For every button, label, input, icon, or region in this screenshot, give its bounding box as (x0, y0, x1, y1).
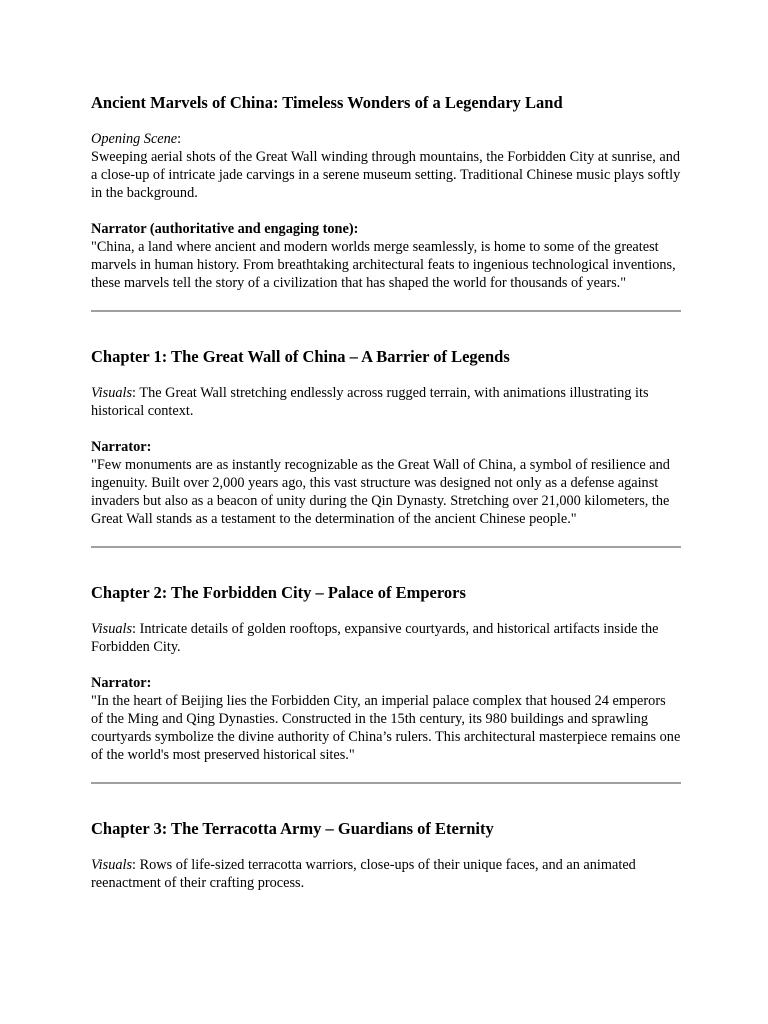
chapter-1-narrator-label: Narrator: (91, 439, 152, 455)
chapter-1-section (91, 346, 681, 528)
chapter-2-section (91, 582, 681, 764)
chapter-2-visuals-label: Visuals (91, 621, 133, 637)
section-divider (91, 310, 681, 312)
chapter-3-visuals-label: Visuals (91, 857, 133, 873)
document-title: Ancient Marvels of China: Timeless Wonders of a Legendary Land (91, 93, 563, 112)
chapter-3-visuals (91, 856, 681, 892)
chapter-1-narrator-text: "Few monuments are as instantly recognizable as the Great Wall of China, a symbol of resilience and ingenuity. Built over 2,000 years ago, this vast structure was designed not only as a defense against invaders but also as a beacon of unity during the Qin Dynasty. Stretching over 21,000 kilometers, the Great Wall stands as a testament to the determination of the ancient Chinese people." (91, 457, 670, 527)
chapter-2-narrator-text: "In the heart of Beijing lies the Forbidden City, an imperial palace complex that housed 24 emperors of the Ming and Qing Dynasties. Constructed in the 15th century, its 980 buildings and sprawling courtyards symbolize the divine authority of China’s rulers. This architectural masterpiece remains one of the world's most preserved historical sites." (91, 693, 681, 763)
document-page (91, 92, 681, 892)
opening-narrator-label: Narrator (authoritative and engaging tone): (91, 221, 359, 237)
chapter-1-visuals-label: Visuals (91, 385, 133, 401)
chapter-2-visuals (91, 620, 681, 656)
chapter-1-visuals-text: : The Great Wall stretching endlessly across rugged terrain, with animations illustrating its historical context. (91, 385, 649, 419)
chapter-2-visuals-text: : Intricate details of golden rooftops, expansive courtyards, and historical artifacts inside the Forbidden City. (91, 621, 659, 655)
opening-scene-label: Opening Scene (91, 131, 178, 147)
chapter-3-section (91, 818, 681, 892)
opening-scene-label-line (91, 130, 681, 148)
section-divider (91, 782, 681, 784)
section-divider (91, 546, 681, 548)
chapter-3-heading: Chapter 3: The Terracotta Army – Guardians of Eternity (91, 819, 494, 838)
chapter-2-heading: Chapter 2: The Forbidden City – Palace of Emperors (91, 583, 466, 602)
opening-narrator-text: "China, a land where ancient and modern worlds merge seamlessly, is home to some of the greatest marvels in human history. From breathtaking architectural feats to ingenious technological inventions, these marvels tell the story of a civilization that has shaped the world for thousands of years." (91, 239, 676, 291)
opening-scene-section (91, 130, 681, 292)
chapter-1-visuals (91, 384, 681, 420)
chapter-1-heading: Chapter 1: The Great Wall of China – A Barrier of Legends (91, 347, 510, 366)
opening-scene-colon: : (177, 131, 182, 147)
chapter-3-visuals-text: : Rows of life-sized terracotta warriors, close-ups of their unique faces, and an animated reenactment of their crafting process. (91, 857, 636, 891)
chapter-2-narrator-label: Narrator: (91, 675, 152, 691)
opening-scene-text: Sweeping aerial shots of the Great Wall winding through mountains, the Forbidden City at sunrise, and a close-up of intricate jade carvings in a serene museum setting. Traditional Chinese music plays softly in the background. (91, 149, 681, 201)
